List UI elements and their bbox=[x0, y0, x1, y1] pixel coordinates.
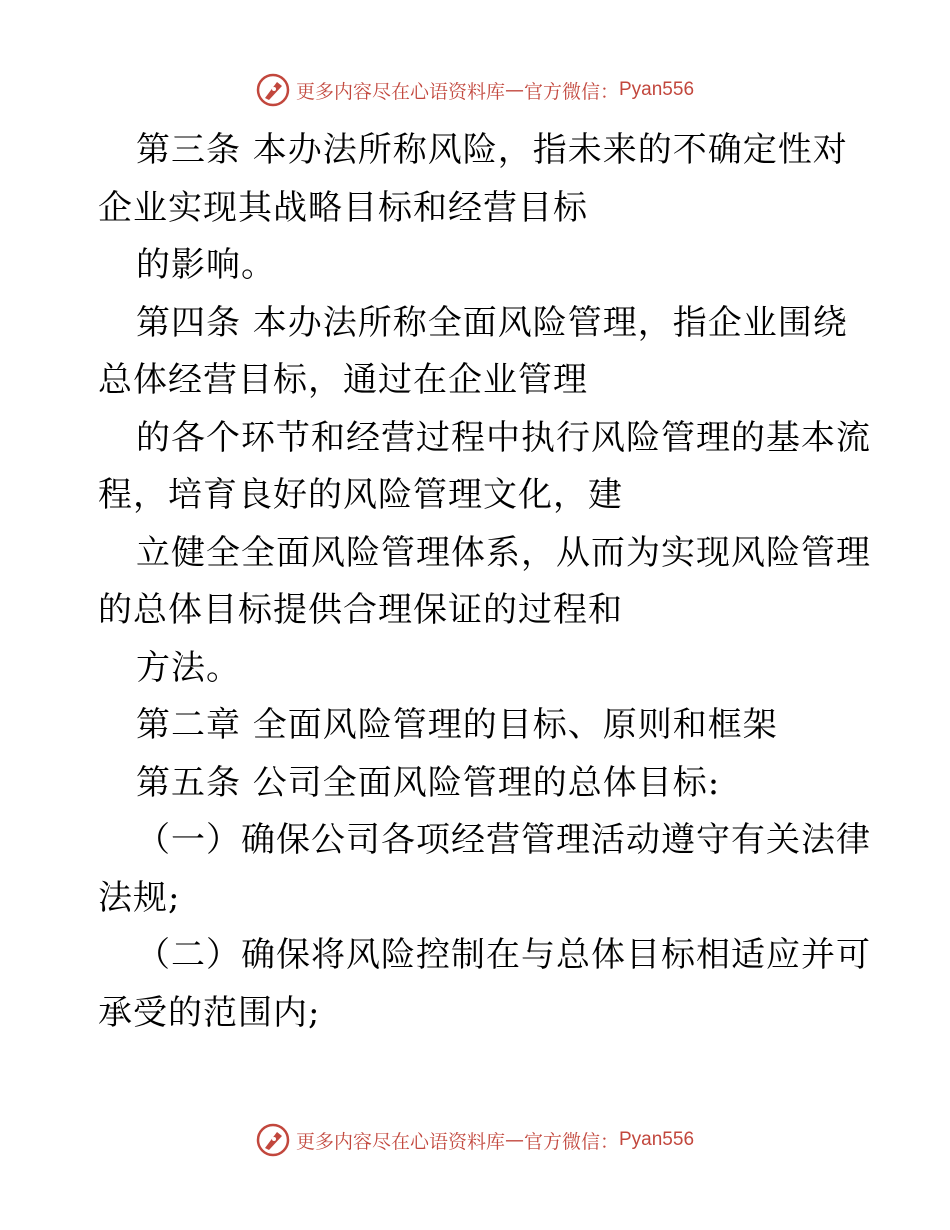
text-line: 第四条 本办法所称全面风险管理，指企业围绕 bbox=[136, 302, 848, 343]
text-line: 立健全全面风险管理体系，从而为实现风险管理 bbox=[136, 532, 871, 573]
header-banner bbox=[0, 70, 950, 110]
banner-dash: — bbox=[504, 1129, 524, 1151]
text-line: 方法。 bbox=[136, 647, 241, 688]
banner-wechat-id: Pyan556 bbox=[619, 1129, 695, 1150]
text-line: （二）确保将风险控制在与总体目标相适应并可 bbox=[136, 935, 871, 975]
pen-nib-logo-icon bbox=[256, 1123, 290, 1157]
text-line: 总体经营目标，通过在企业管理 bbox=[98, 360, 588, 400]
pen-nib-logo-icon bbox=[256, 73, 290, 107]
text-line: 第三条 本办法所称风险，指未来的不确定性对 bbox=[136, 130, 848, 170]
banner-main-text: 更多内容尽在心语资料库 bbox=[295, 1130, 505, 1153]
text-line: 法规; bbox=[98, 877, 181, 918]
text-line: 企业实现其战略目标和经营目标 bbox=[98, 187, 588, 228]
banner-main-text: 更多内容尽在心语资料库 bbox=[295, 80, 505, 103]
banner-wechat-label: 官方微信： bbox=[523, 80, 619, 103]
text-line: 的影响。 bbox=[136, 245, 276, 285]
chapter-heading: 第二章 全面风险管理的目标、原则和框架 bbox=[136, 705, 778, 745]
banner-wechat-label: 官方微信： bbox=[523, 1130, 619, 1153]
text-line: 承受的范围内; bbox=[98, 992, 321, 1033]
text-line: 的各个环节和经营过程中执行风险管理的基本流 bbox=[136, 417, 871, 458]
text-line: 第五条 公司全面风险管理的总体目标: bbox=[136, 762, 721, 803]
text-line: 程，培育良好的风险管理文化，建 bbox=[98, 475, 623, 515]
text-line: （一）确保公司各项经营管理活动遵守有关法律 bbox=[136, 820, 871, 860]
banner-wechat-id: Pyan556 bbox=[619, 79, 695, 100]
document-body bbox=[98, 122, 871, 1042]
footer-banner bbox=[0, 1120, 950, 1160]
text-line: 的总体目标提供合理保证的过程和 bbox=[98, 590, 623, 630]
banner-dash: — bbox=[504, 79, 524, 101]
